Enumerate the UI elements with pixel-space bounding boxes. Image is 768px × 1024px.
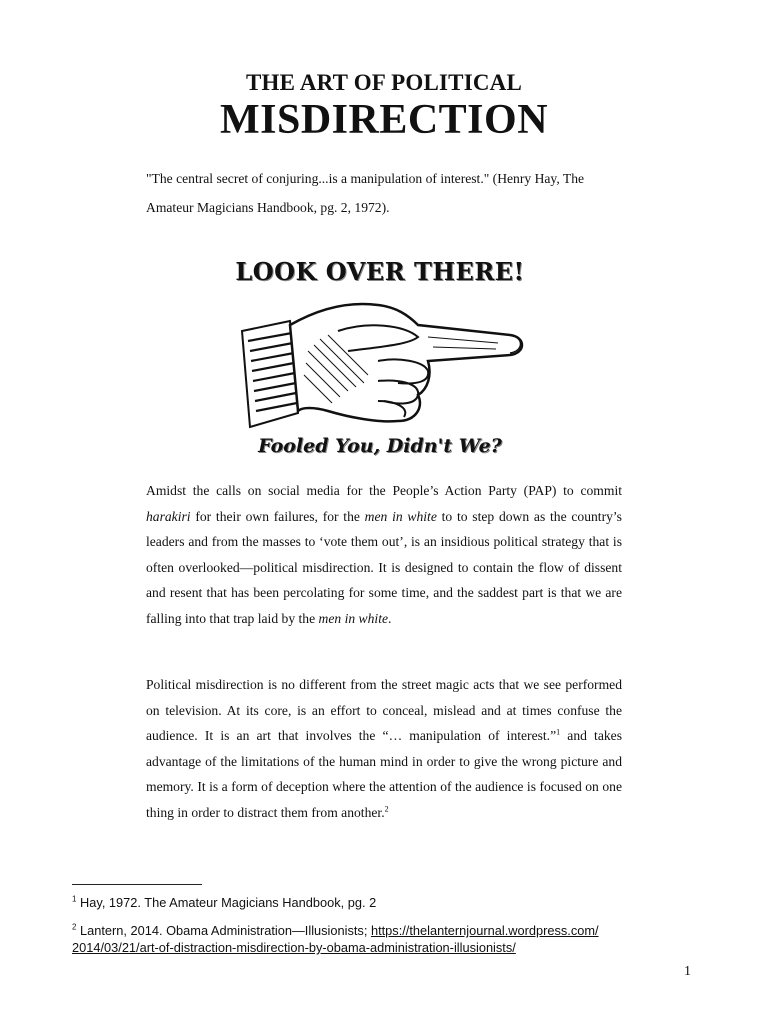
emphasis-text: harakiri	[146, 508, 191, 524]
body-paragraph-2	[146, 672, 622, 826]
paragraph-text: to to step down as the country’s leaders and from the masses to ‘vote them out’, is an insidious political strategy that is often overlooked—political misdirection. It is designed to contain the flow of dissent and resent that has been percolating for some time, and the saddest part is that we are falling into that trap laid by the	[146, 508, 622, 626]
footnote-link-continued[interactable]: 2014/03/21/art-of-distraction-misdirection-by-obama-administration-illusionists/	[72, 940, 516, 955]
figure-top-caption: LOOK OVER THERE!	[235, 257, 525, 286]
footnote-ref-2[interactable]: 2	[384, 804, 389, 814]
emphasis-text: men in white	[318, 610, 389, 626]
title-line-2: MISDIRECTION	[219, 97, 549, 143]
pointing-hand-icon	[228, 291, 532, 435]
footnote-link[interactable]: https://thelanternjournal.wordpress.com/	[370, 923, 599, 938]
paragraph-text: Amidst the calls on social media for the People’s Action Party (PAP) to commit	[146, 483, 622, 498]
paragraph-text: .	[388, 610, 392, 626]
body-paragraph-1	[146, 478, 622, 632]
footnote-text: Lantern, 2014. Obama Administration—Illusionists;	[80, 923, 371, 938]
epigraph-quote: "The central secret of conjuring...is a manipulation of interest." (Henry Hay, The Amateur Magicians Handbook, pg. 2, 1972).	[146, 171, 585, 215]
title-line-1: THE ART OF POLITICAL	[245, 70, 523, 95]
footnote-2	[72, 922, 672, 956]
paragraph-text: and takes advantage of the limitations of the human mind in order to give the wrong picture and memory. It is a form of deception where the attention of the audience is focused on one thing in order to distract them from another.	[146, 728, 622, 820]
page-number: 1	[684, 964, 691, 979]
emphasis-text: men in white	[364, 508, 437, 524]
footnote-divider	[72, 884, 202, 885]
footnote-1	[72, 894, 672, 911]
illustration-figure	[228, 257, 532, 465]
figure-bottom-caption: Fooled You, Didn't We?	[258, 435, 502, 457]
footnote-number: 1	[72, 894, 77, 904]
paragraph-text: for their own failures, for the	[190, 508, 365, 524]
footnote-ref-1[interactable]: 1	[556, 727, 561, 737]
footnote-number: 2	[72, 922, 77, 932]
footnote-text: Hay, 1972. The Amateur Magicians Handbook, pg. 2	[80, 895, 377, 910]
paragraph-text: Political misdirection is no different from the street magic acts that we see performed on television. At its core, is an effort to conceal, mislead and at times confuse the audience. It is an art that involves the “… manipulation of interest.”	[146, 677, 622, 744]
